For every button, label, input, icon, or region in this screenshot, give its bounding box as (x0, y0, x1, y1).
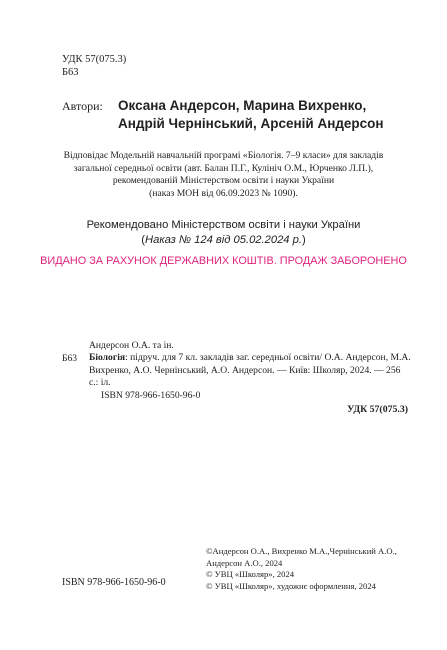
paren-close: ) (301, 234, 306, 246)
copyright-line-2: Андерсон А.О., 2024 (206, 557, 283, 568)
isbn: ISBN 978-966-1650-96-0 (62, 577, 166, 588)
paren-open: ( (141, 234, 146, 246)
copyright-line-4: © УВЦ «Школяр», художнє оформлення, 2024 (206, 580, 376, 591)
recommendation-line-2 (40, 233, 407, 248)
biblio-udk: УДК 57(075.3) (347, 404, 408, 415)
biblio-isbn: ISBN 978-966-1650-96-0 (101, 389, 201, 401)
copyright-line-1: ©Андерсон О.А., Вихренко М.А.,Чернінський А.О., (206, 546, 397, 556)
udk-header (62, 53, 126, 79)
authors-line-2: Андрій Чернінський, Арсеній Андерсон (118, 116, 384, 131)
copyright-notice (206, 546, 431, 592)
biblio-author: Андерсон О.А. та ін. (89, 340, 174, 351)
biblio-description (89, 352, 411, 402)
authors-names (118, 97, 438, 133)
compliance-line-3: рекомендованій Міністерством освіти і науки України (112, 175, 335, 187)
copyright-line-3: © УВЦ «Школяр», 2024 (206, 569, 295, 580)
author-sign-code: Б63 (62, 67, 79, 78)
authors-line-1: Оксана Андерсон, Марина Вихренко, (118, 98, 367, 113)
compliance-line-1: Відповідає Модельній навчальній програмі «Біологія. 7–9 класи» для закладів (63, 150, 384, 161)
ministry-recommendation (40, 218, 407, 248)
biblio-code: Б63 (62, 353, 78, 364)
udk-code: УДК 57(075.3) (62, 54, 127, 65)
book-details: : підруч. для 7 кл. закладів заг. середньої освіти/ О.А. Андерсон, М.А. Вихренко, А.О. Чернінський, А.О. Андерсон. — Київ: Школяр, 2024. — 256 с.: іл. (89, 352, 411, 389)
program-compliance-note (40, 150, 407, 200)
compliance-line-4: (наказ МОН від 06.09.2023 № 1090). (149, 187, 298, 199)
book-title: Біологія (89, 352, 126, 363)
compliance-line-2: загальної середньої освіти (авт. Балан П.Г., Кулініч О.М., Юрченко Л.П.), (73, 162, 374, 174)
order-reference: Наказ № 124 від 05.02.2024 р. (145, 234, 302, 246)
authors-label: Автори: (62, 99, 103, 113)
recommendation-line-1: Рекомендовано Міністерством освіти і науки України (86, 219, 361, 231)
state-funded-notice: ВИДАНО ЗА РАХУНОК ДЕРЖАВНИХ КОШТІВ. ПРОДАЖ ЗАБОРОНЕНО (40, 255, 407, 267)
